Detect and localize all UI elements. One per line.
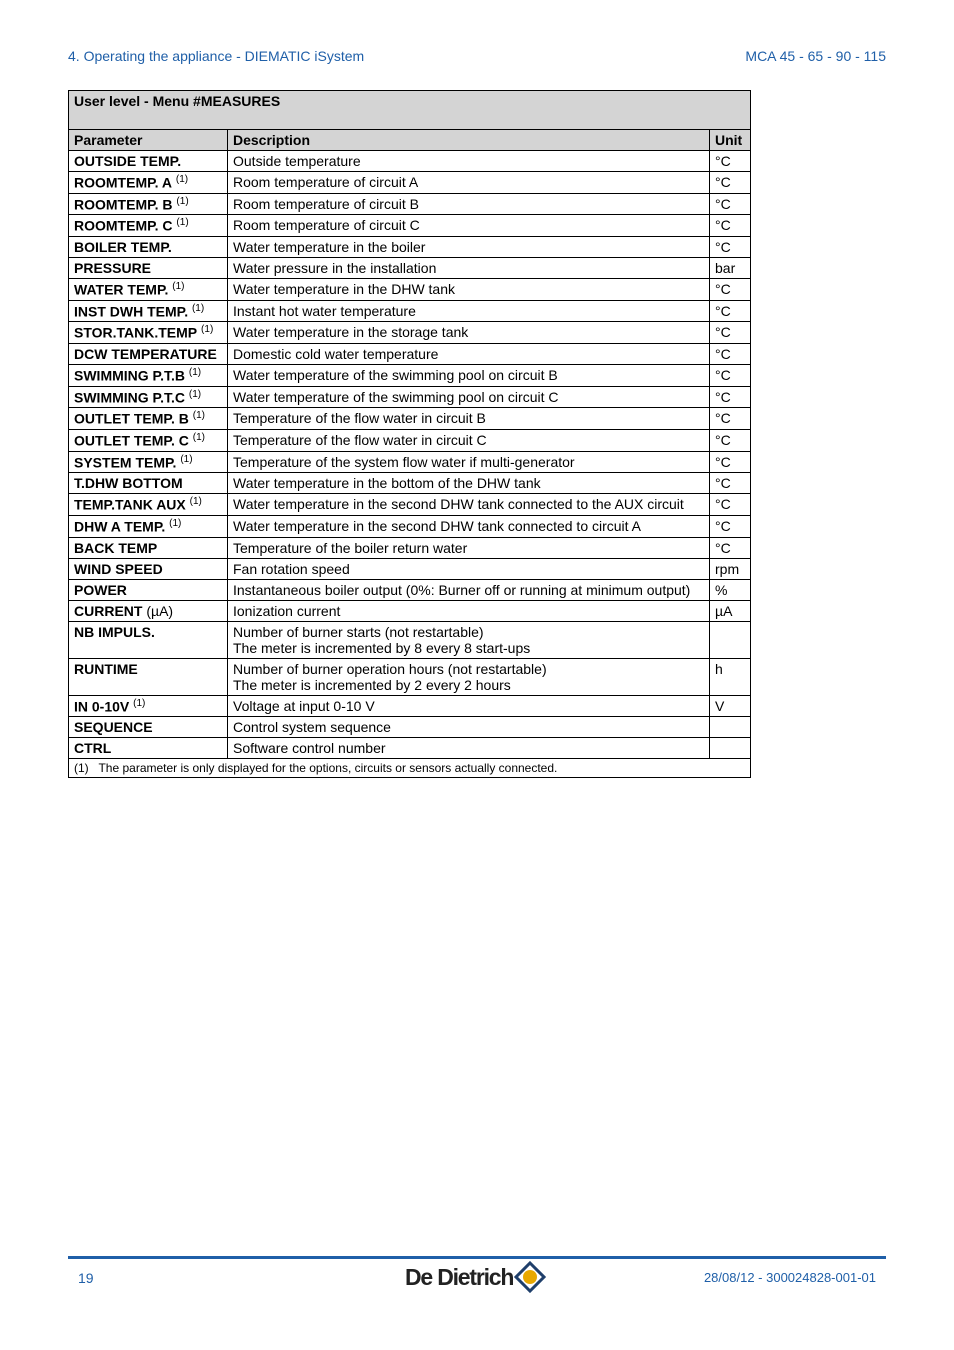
description-cell xyxy=(228,236,710,257)
parameter-name: RUNTIME xyxy=(74,660,138,677)
table-row xyxy=(69,473,751,494)
table-row xyxy=(69,257,751,278)
parameter-name: SYSTEM TEMP. xyxy=(74,454,177,471)
parameter-cell xyxy=(69,278,228,300)
unit-cell: % xyxy=(710,579,751,600)
brand-name: De Dietrich xyxy=(405,1263,514,1290)
table-row xyxy=(69,451,751,473)
unit-cell: °C xyxy=(710,451,751,473)
unit-cell xyxy=(710,621,751,658)
unit-cell: rpm xyxy=(710,558,751,579)
description-text: Software control number xyxy=(233,740,386,757)
footnote-reference: (1) xyxy=(192,410,205,422)
parameter-cell xyxy=(69,717,228,738)
table-row xyxy=(69,278,751,300)
parameter-cell xyxy=(69,343,228,364)
unit-cell: °C xyxy=(710,494,751,516)
parameter-name: NB IMPULS. xyxy=(74,623,155,640)
table-row xyxy=(69,695,751,717)
parameter-cell xyxy=(69,193,228,215)
description-cell xyxy=(228,343,710,364)
description-text: Room temperature of circuit B xyxy=(233,195,419,212)
unit-cell: °C xyxy=(710,322,751,344)
unit-cell: °C xyxy=(710,515,751,537)
footnote-text: The parameter is only displayed for the options, circuits or sensors actually connected. xyxy=(98,761,558,776)
description-cell xyxy=(228,151,710,172)
parameter-cell xyxy=(69,579,228,600)
parameter-cell xyxy=(69,408,228,430)
parameter-cell xyxy=(69,151,228,172)
description-cell xyxy=(228,193,710,215)
description-text: Control system sequence xyxy=(233,719,391,736)
table-row xyxy=(69,300,751,322)
description-text: Fan rotation speed xyxy=(233,560,350,577)
footnote-reference: (1) xyxy=(176,217,189,229)
parameter-name: ROOMTEMP. B xyxy=(74,196,173,213)
parameter-name: ROOMTEMP. C xyxy=(74,217,173,234)
parameter-cell xyxy=(69,429,228,451)
parameter-name: OUTLET TEMP. B xyxy=(74,410,189,427)
description-text: Domestic cold water temperature xyxy=(233,345,439,362)
table-row xyxy=(69,621,751,658)
parameter-name: DCW TEMPERATURE xyxy=(74,345,217,362)
description-text: Temperature of the flow water in circuit B xyxy=(233,410,486,427)
description-text: Temperature of the system flow water if multi-generator xyxy=(233,453,575,470)
table-row xyxy=(69,408,751,430)
footnote-reference: (1) xyxy=(172,280,185,292)
table-row xyxy=(69,717,751,738)
unit-cell: °C xyxy=(710,278,751,300)
footnote-mark: (1) xyxy=(74,761,89,776)
description-cell xyxy=(228,717,710,738)
parameter-cell xyxy=(69,558,228,579)
table-row xyxy=(69,172,751,194)
column-header-unit: Unit xyxy=(710,130,751,151)
parameter-name: DHW A TEMP. xyxy=(74,518,166,535)
table-row xyxy=(69,322,751,344)
parameter-name: CURRENT xyxy=(74,602,143,619)
parameter-cell xyxy=(69,236,228,257)
table-row xyxy=(69,364,751,386)
footnote-reference: (1) xyxy=(188,388,202,400)
table-row xyxy=(69,215,751,237)
unit-cell: V xyxy=(710,695,751,717)
unit-cell: °C xyxy=(710,151,751,172)
description-text: Outside temperature xyxy=(233,153,361,169)
parameter-cell xyxy=(69,364,228,386)
description-cell xyxy=(228,364,710,386)
parameter-cell xyxy=(69,515,228,537)
parameter-cell xyxy=(69,322,228,344)
unit-cell: °C xyxy=(710,193,751,215)
document-reference: 28/08/12 - 300024828-001-01 xyxy=(703,1270,876,1285)
description-cell xyxy=(228,278,710,300)
parameter-name: WATER TEMP. xyxy=(74,281,169,298)
description-cell xyxy=(228,494,710,516)
description-cell xyxy=(228,408,710,430)
description-text: Water temperature in the boiler xyxy=(233,238,426,255)
description-cell xyxy=(228,172,710,194)
description-text: Water temperature in the bottom of the DHW tank xyxy=(233,475,541,492)
parameter-cell xyxy=(69,386,228,408)
description-text: Ionization current xyxy=(233,602,341,619)
description-cell xyxy=(228,451,710,473)
parameter-name: CTRL xyxy=(74,740,112,757)
unit-cell xyxy=(710,738,751,759)
footnote-reference: (1) xyxy=(191,302,205,314)
parameter-name: OUTLET TEMP. C xyxy=(74,432,189,449)
description-text: Water temperature of the swimming pool on circuit C xyxy=(233,388,559,405)
description-text: Water temperature in the second DHW tank connected to the AUX circuit xyxy=(233,496,684,513)
footer-divider xyxy=(68,1256,886,1259)
description-cell xyxy=(228,429,710,451)
description-text: Water temperature in the DHW tank xyxy=(233,280,456,297)
table-row xyxy=(69,537,751,558)
description-text: Water temperature of the swimming pool on circuit B xyxy=(233,366,558,383)
table-row xyxy=(69,579,751,600)
description-cell xyxy=(228,738,710,759)
description-text: Room temperature of circuit A xyxy=(233,174,419,190)
parameter-name: POWER xyxy=(74,581,127,598)
footnote-reference: (1) xyxy=(188,366,202,378)
parameter-cell xyxy=(69,621,228,658)
unit-cell: °C xyxy=(710,537,751,558)
parameter-name: STOR.TANK.TEMP xyxy=(74,324,198,341)
parameter-name: INST DWH TEMP. xyxy=(74,303,189,320)
footnote-reference: (1) xyxy=(201,324,214,336)
footnote xyxy=(69,759,751,778)
description-text: Number of burner operation hours (not restartable) xyxy=(233,660,547,677)
table-title: User level - Menu #MEASURES xyxy=(69,91,751,130)
parameter-cell xyxy=(69,738,228,759)
description-text: Water pressure in the installation xyxy=(233,259,437,276)
table-body xyxy=(69,151,751,759)
footnote-reference: (1) xyxy=(192,431,205,443)
unit-cell: °C xyxy=(710,364,751,386)
diamond-logo-icon xyxy=(513,1260,547,1294)
parameter-cell xyxy=(69,494,228,516)
footnote-reference: (1) xyxy=(176,195,189,207)
table-row xyxy=(69,343,751,364)
unit-cell xyxy=(710,717,751,738)
unit-cell: °C xyxy=(710,236,751,257)
description-text: Voltage at input 0-10 V xyxy=(233,697,375,714)
column-header-description: Description xyxy=(228,130,710,151)
parameter-cell xyxy=(69,695,228,717)
table-row xyxy=(69,600,751,621)
measures-table xyxy=(68,90,751,778)
description-text: Instantaneous boiler output (0%: Burner off or running at minimum output) xyxy=(233,581,691,598)
parameter-name: WIND SPEED xyxy=(74,560,163,577)
brand-logo xyxy=(405,1260,547,1294)
table-row xyxy=(69,193,751,215)
description-cell xyxy=(228,695,710,717)
page-number: 19 xyxy=(78,1270,94,1286)
table-row xyxy=(69,558,751,579)
parameter-cell xyxy=(69,537,228,558)
description-cell xyxy=(228,386,710,408)
parameter-name: BACK TEMP xyxy=(74,539,158,556)
description-cell xyxy=(228,473,710,494)
unit-cell: µA xyxy=(710,600,751,621)
parameter-cell xyxy=(69,658,228,695)
parameter-cell xyxy=(69,473,228,494)
parameter-cell xyxy=(69,172,228,194)
parameter-cell xyxy=(69,600,228,621)
parameter-name: OUTSIDE TEMP. xyxy=(74,153,182,169)
description-text: Instant hot water temperature xyxy=(233,302,416,319)
description-cell xyxy=(228,322,710,344)
description-cell xyxy=(228,579,710,600)
table-row xyxy=(69,386,751,408)
unit-cell: bar xyxy=(710,257,751,278)
description-text: Water temperature in the storage tank xyxy=(233,324,469,341)
table-row xyxy=(69,429,751,451)
unit-cell: °C xyxy=(710,215,751,237)
table-row xyxy=(69,151,751,172)
parameter-name: BOILER TEMP. xyxy=(74,238,172,255)
description-text: Temperature of the flow water in circuit C xyxy=(233,431,487,448)
unit-cell: °C xyxy=(710,343,751,364)
parameter-cell xyxy=(69,215,228,237)
footnote-reference: (1) xyxy=(189,496,202,508)
parameter-name: ROOMTEMP. A xyxy=(74,174,173,191)
footnote-reference: (1) xyxy=(175,174,189,185)
description-cell xyxy=(228,515,710,537)
unit-cell: °C xyxy=(710,408,751,430)
column-header-parameter: Parameter xyxy=(69,130,228,151)
model-reference: MCA 45 - 65 - 90 - 115 xyxy=(745,48,886,64)
table-row xyxy=(69,236,751,257)
description-cell xyxy=(228,257,710,278)
description-cell xyxy=(228,600,710,621)
parameter-name: PRESSURE xyxy=(74,259,152,276)
unit-cell: h xyxy=(710,658,751,695)
description-cell xyxy=(228,300,710,322)
unit-cell: °C xyxy=(710,172,751,194)
parameter-name: SEQUENCE xyxy=(74,719,153,736)
parameter-name: SWIMMING P.T.C xyxy=(74,389,185,406)
unit-cell: °C xyxy=(710,386,751,408)
description-text-line2: The meter is incremented by 8 every 8 start-ups xyxy=(233,639,531,656)
description-text-line2: The meter is incremented by 2 every 2 hours xyxy=(233,676,511,693)
table-row xyxy=(69,515,751,537)
parameter-cell xyxy=(69,300,228,322)
parameter-name: T.DHW BOTTOM xyxy=(74,475,183,492)
parameter-name: IN 0-10V xyxy=(74,698,130,715)
table-row xyxy=(69,738,751,759)
description-cell xyxy=(228,215,710,237)
description-text: Number of burner starts (not restartable) xyxy=(233,623,484,640)
parameter-cell xyxy=(69,257,228,278)
description-text: Water temperature in the second DHW tank connected to circuit A xyxy=(233,517,642,534)
table-row xyxy=(69,494,751,516)
description-cell xyxy=(228,621,710,658)
description-cell xyxy=(228,558,710,579)
unit-cell: °C xyxy=(710,429,751,451)
description-cell xyxy=(228,537,710,558)
description-text: Room temperature of circuit C xyxy=(233,217,420,234)
footnote-reference: (1) xyxy=(180,453,193,465)
parameter-unit-suffix: (µA) xyxy=(142,602,174,619)
parameter-cell xyxy=(69,451,228,473)
parameter-name: TEMP.TANK AUX xyxy=(74,496,186,513)
unit-cell: °C xyxy=(710,473,751,494)
description-cell xyxy=(228,658,710,695)
footnote-reference: (1) xyxy=(169,517,182,529)
parameter-name: SWIMMING P.T.B xyxy=(74,367,185,384)
description-text: Temperature of the boiler return water xyxy=(233,539,468,556)
footnote-reference: (1) xyxy=(133,697,146,709)
unit-cell: °C xyxy=(710,300,751,322)
table-row xyxy=(69,658,751,695)
section-title: 4. Operating the appliance - DIEMATIC iSystem xyxy=(68,48,365,64)
